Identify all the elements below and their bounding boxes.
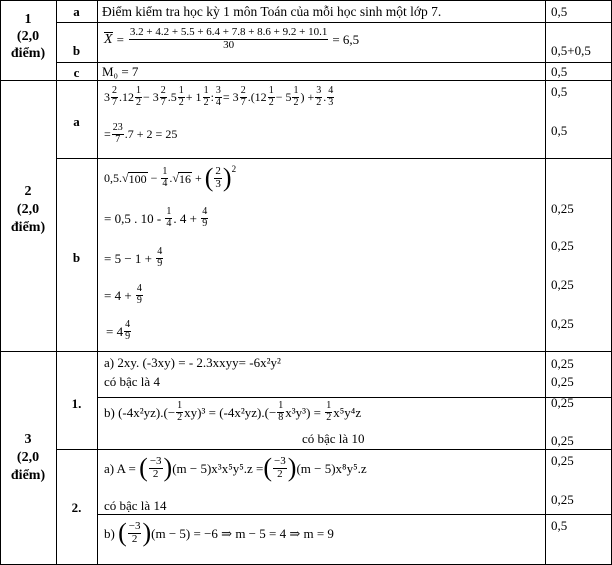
q3-1b-degree: có bậc là 10 [302, 431, 365, 446]
q1c-score: 0,5 [551, 64, 568, 79]
q1a-part: a [73, 4, 80, 19]
q1b-part: b [72, 43, 81, 58]
q1-unit: điểm) [10, 46, 46, 61]
q1a-text: Điểm kiểm tra học kỳ 1 môn Toán của mỗi học sinh một lớp 7. [102, 4, 442, 19]
q3-1-score-2: 0,25 [551, 374, 574, 389]
q1c-part: c [73, 65, 80, 80]
q1a-score: 0,5 [551, 4, 568, 19]
q3-unit: điểm) [10, 468, 46, 483]
q3-label: 3 [24, 432, 32, 447]
q2-label: 2 [24, 184, 32, 199]
q3-part1: 1. [71, 396, 82, 411]
q3-2-score-2: 0,25 [551, 492, 574, 507]
q2b-part: b [72, 250, 81, 265]
q2a-score-1: 0,5 [551, 84, 568, 99]
q3-1-score-3: 0,25 [551, 395, 574, 410]
mean-result: = 6,5 [332, 31, 360, 47]
q2b-line2: = 0,5 . 10 - $\frac{1}{4}$ . 4 + $\frac{4}{9}$ [104, 206, 208, 229]
q1-label: 1 [24, 12, 32, 27]
q3-1a-line: a) 2xy. (-3xy) = - 2.3xxyy= -6x²y² [104, 355, 281, 370]
q3-2-score-3: 0,5 [551, 518, 568, 533]
x-bar: X [104, 31, 113, 47]
q3-part2: 2. [71, 500, 82, 515]
q2b-score-3: 0,25 [551, 277, 574, 292]
mean-numerator: 3.2 + 4.2 + 5.5 + 6.4 + 7.8 + 8.6 + 9.2 + 10.1 [129, 26, 328, 38]
q2b-score-2: 0,25 [551, 238, 574, 253]
q1c-text: M₀ = 7 [102, 64, 139, 79]
q3-2a-degree: có bậc là 14 [104, 498, 167, 513]
q2b-line5: = 4 $\frac{4}{9}$ [106, 319, 131, 342]
q2b-score-4: 0,25 [551, 316, 574, 331]
q3-1b-line: b) (-4x²yz).(− $\frac{1}{2}$ xy)³ = (-4x²yz).(− $\frac{1}{8}$ x³y³) = $\frac{1}{2}$ x⁵y⁴z [104, 400, 362, 423]
q2-points: (2,0 [16, 202, 40, 217]
q2b-line4: = 4 + $\frac{4}{9}$ [104, 283, 142, 306]
q2a-line2: = $\frac{23}{7}$ .7 + 2 = 25 [104, 122, 178, 145]
q2b-line1: 0,5. √ 100 − $\frac{1}{4}$ . √ 16 + ( $\frac{2}{3}$ ) 2 [104, 163, 237, 192]
mean-denominator: 30 [223, 38, 235, 51]
q1-points: (2,0 [16, 29, 40, 44]
q3-2b-line: b) ( $\frac{-3}{2}$ ) (m − 5) = −6 ⇒ m − 5 = 4 ⇒ m = 9 [104, 518, 334, 547]
q1b-mean-formula: X = $\frac{3.2 + 4.2 + 5.5 + 6.4 + 7.8 + 8.6 + 9.2 + 10.1}{30}$ = 6,5 [104, 26, 360, 51]
q2b-line3: = 5 − 1 + $\frac{4}{9}$ [104, 246, 163, 269]
q2-unit: điểm) [10, 220, 46, 235]
q2a-part: a [73, 114, 80, 129]
q2a-score-2: 0,5 [551, 123, 568, 138]
q3-points: (2,0 [16, 450, 40, 465]
q1b-score: 0,5+0,5 [551, 43, 591, 58]
q3-2a-line: a) A = ( $\frac{-3}{2}$ ) (m − 5)x³x⁵y⁵.z = ( $\frac{-3}{2}$ ) (m − 5)x⁸y⁵.z [104, 453, 367, 482]
q3-1-score-1: 0,25 [551, 356, 574, 371]
q3-2-score-1: 0,25 [551, 453, 574, 468]
q3-1a-degree: có bậc là 4 [104, 374, 160, 389]
q3-1-score-4: 0,25 [551, 433, 574, 448]
q2a-line1: 3 $\frac{2}{7}$ .12 $\frac{1}{2}$ − 3 $\frac{2}{7}$ .5 $\frac{1}{2}$ + 1 $\frac{1}{2}$ : $\frac{3}{4}$ = 3 $\frac{2}{7}$ .(12 $\frac{1}{2}$ − 5 $\frac{1}{2}$ ) + $\frac{3}{2}$ . $\frac{4}{3}$ [104, 85, 334, 108]
q2b-score-1: 0,25 [551, 201, 574, 216]
